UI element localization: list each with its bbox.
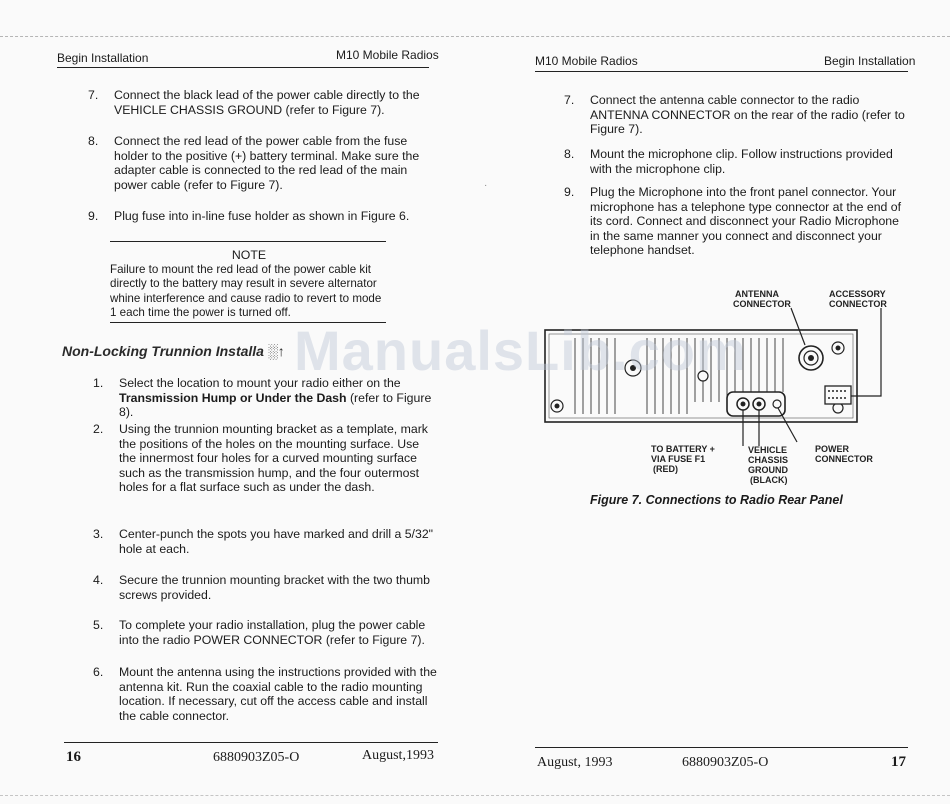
figure-caption: Figure 7. Connections to Radio Rear Panel xyxy=(590,493,843,507)
step-text: Plug fuse into in-line fuse holder as shown in Figure 6. xyxy=(114,209,410,223)
power-label-line2: CONNECTOR xyxy=(815,454,873,464)
battery-label-line2: VIA FUSE F1 xyxy=(651,454,706,464)
step-number: 7. xyxy=(564,93,575,107)
antenna-connector-jack xyxy=(799,346,823,370)
step-number: 1. xyxy=(93,376,104,390)
right-header-title: M10 Mobile Radios xyxy=(535,54,638,68)
note-text: Failure to mount the red lead of the power cable kit directly to the battery may result in severe alternator whine interference and cause radio to revert to mode 1 each time the power is turned off. xyxy=(110,262,382,320)
step-text: Mount the microphone clip. Follow instructions provided with the microphone clip. xyxy=(590,147,893,176)
battery-label-line3: (RED) xyxy=(653,464,678,474)
step-text: Center-punch the spots you have marked and drill a 5/32" hole at each. xyxy=(119,527,434,556)
left-date: August,1993 xyxy=(362,748,434,763)
left-doc-number: 6880903Z05-O xyxy=(213,750,300,765)
step-number: 9. xyxy=(564,185,575,199)
step-number: 7. xyxy=(88,88,99,102)
section-title xyxy=(62,343,285,359)
left-header-section: Begin Installation xyxy=(57,51,149,65)
step-text: Connect the black lead of the power cable directly to the VEHICLE CHASSIS GROUND (refer to Figure 7). xyxy=(114,88,420,117)
chassis-label-line3: GROUND xyxy=(748,465,788,475)
left-footer-rule xyxy=(64,742,438,743)
step-text: Connect the red lead of the power cable from the fuse holder to the positive (+) battery terminal. Make sure the adapter cable is connected to the red lead of the main power cable (refer to Figure 7). xyxy=(114,134,420,192)
section-title-text: Non-Locking Trunnion Installa xyxy=(62,343,264,359)
step-number: 3. xyxy=(93,527,104,541)
accessory-label-line1: ACCESSORY xyxy=(829,289,886,299)
left-header-rule xyxy=(57,67,429,68)
accessory-label-line2: CONNECTOR xyxy=(829,299,887,309)
step-number: 5. xyxy=(93,618,104,632)
watermark-text: ManualsLib.com xyxy=(294,319,747,382)
right-page xyxy=(475,0,950,804)
chassis-label-line1: VEHICLE xyxy=(748,445,788,455)
step-number: 2. xyxy=(93,422,104,436)
left-page-number: 16 xyxy=(66,749,81,765)
step-text-post: (refer to Figure 8). xyxy=(119,390,432,420)
chassis-label-line4: (BLACK) xyxy=(750,475,788,485)
right-doc-number: 6880903Z05-O xyxy=(682,755,769,770)
step-text: To complete your radio installation, plug the power cable into the radio POWER CONNECTOR (refer to Figure 7). xyxy=(119,618,426,647)
rear-panel-figure xyxy=(535,282,915,487)
step-text: Connect the antenna cable connector to the radio ANTENNA CONNECTOR on the rear of the radio (refer to Figure 7). xyxy=(590,93,905,137)
step-number: 4. xyxy=(93,573,104,587)
left-header-title: M10 Mobile Radios xyxy=(336,48,439,62)
chassis-label-line2: CHASSIS xyxy=(748,455,789,465)
step-text: Mount the antenna using the instructions provided with the antenna kit. Run the coaxial cable to the radio mounting location. If necessary, cut off the access cable and install the cable connector. xyxy=(119,665,437,723)
battery-label-line1: TO BATTERY + xyxy=(651,444,715,454)
power-label-line1: POWER xyxy=(815,444,850,454)
right-date: August, 1993 xyxy=(537,755,613,770)
step-number: 9. xyxy=(88,209,99,223)
step-text-bold: Transmission Hump or Under the Dash xyxy=(119,390,347,405)
right-footer-rule xyxy=(535,747,908,748)
antenna-label-line1: ANTENNA xyxy=(735,289,779,299)
section-title-tail: ░↑ xyxy=(267,343,285,359)
step-number: 6. xyxy=(93,665,104,679)
note-title: NOTE xyxy=(231,248,267,262)
step-text: Using the trunnion mounting bracket as a template, mark the positions of the holes on the mounting surface. Use the innermost four holes for a curved mounting surface such as the transmission hump, and the four outermost holes for a flat surface such as under the dash. xyxy=(119,422,428,495)
right-page-number: 17 xyxy=(891,754,906,770)
step-text: Secure the trunnion mounting bracket with the two thumb screws provided. xyxy=(119,573,431,602)
step-number: 8. xyxy=(88,134,99,148)
note-top-rule xyxy=(110,241,386,242)
scan-speck: · xyxy=(484,180,488,191)
note-box xyxy=(110,248,388,321)
right-header-rule xyxy=(535,71,908,72)
right-header-section: Begin Installation xyxy=(824,54,916,68)
power-connector-port xyxy=(727,392,785,416)
accessory-connector-port xyxy=(825,386,851,404)
step-number: 8. xyxy=(564,147,575,161)
antenna-label-line2: CONNECTOR xyxy=(733,299,791,309)
step-text: Plug the Microphone into the front panel connector. Your microphone has a telephone type connector at the end of its cord. Connect and disconnect your Radio Microphone in the same manner you connect and disconnect your telephone handset. xyxy=(590,185,902,258)
step-text-pre: Select the location to mount your radio either on the xyxy=(119,376,401,390)
